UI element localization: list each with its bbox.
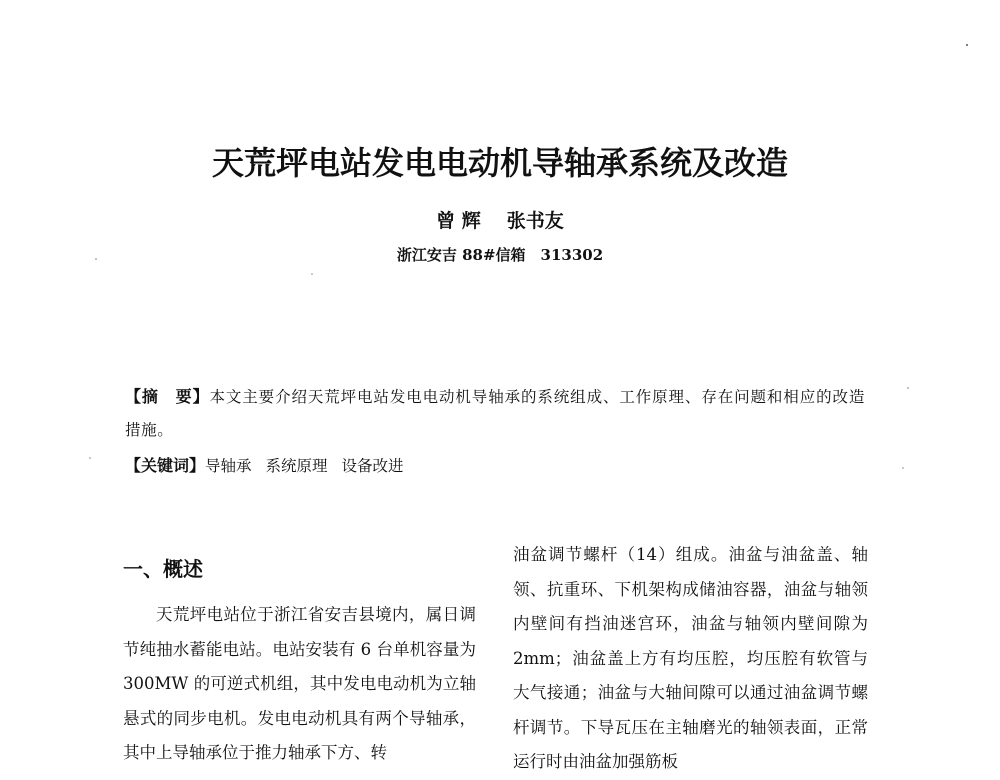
body-column-left <box>123 598 476 771</box>
body-paragraph: 油盆调节螺杆（14）组成。油盆与油盆盖、轴领、抗重环、下机架构成储油容器，油盆与轴领内壁间有挡油迷宫环，油盆与轴领内壁间隙为 2mm；油盆盖上方有均压腔，均压腔有软管与大气接通；油盆与大轴间隙可以通过油盆调节螺杆调节。下导瓦压在主轴磨光的轴领表面，正常运行时由油盆加强筋板 <box>513 545 868 771</box>
abstract-text: 本文主要介绍天荒坪电站发电电动机导轴承的系统组成、工作原理、存在问题和相应的改造措施。 <box>125 388 865 439</box>
keywords-label: 【关键词】 <box>125 456 206 475</box>
keyword: 设备改进 <box>341 457 404 475</box>
keywords-block <box>125 453 404 479</box>
body-paragraph: 天荒坪电站位于浙江省安吉县境内，属日调节纯抽水蓄能电站。电站安装有 6 台单机容量为 300MW 的可逆式机组，其中发电电动机为立轴悬式的同步电机。发电电动机具有两个导轴承，其中上导轴承位于推力轴承下方、转 <box>123 605 476 762</box>
keyword: 系统原理 <box>265 457 328 475</box>
author-list <box>0 206 1000 233</box>
body-column-right <box>513 538 868 780</box>
section-heading: 一、概述 <box>123 557 203 581</box>
author-name: 曾 辉 <box>436 210 481 232</box>
author-affiliation: 浙江安吉 88#信箱 313302 <box>396 246 604 264</box>
abstract-label: 【摘 要】 <box>125 387 210 406</box>
author-name: 张书友 <box>506 210 564 232</box>
keyword: 导轴承 <box>205 457 252 475</box>
paper-title: 天荒坪电站发电电动机导轴承系统及改造 <box>211 144 788 182</box>
abstract-block <box>125 380 865 447</box>
